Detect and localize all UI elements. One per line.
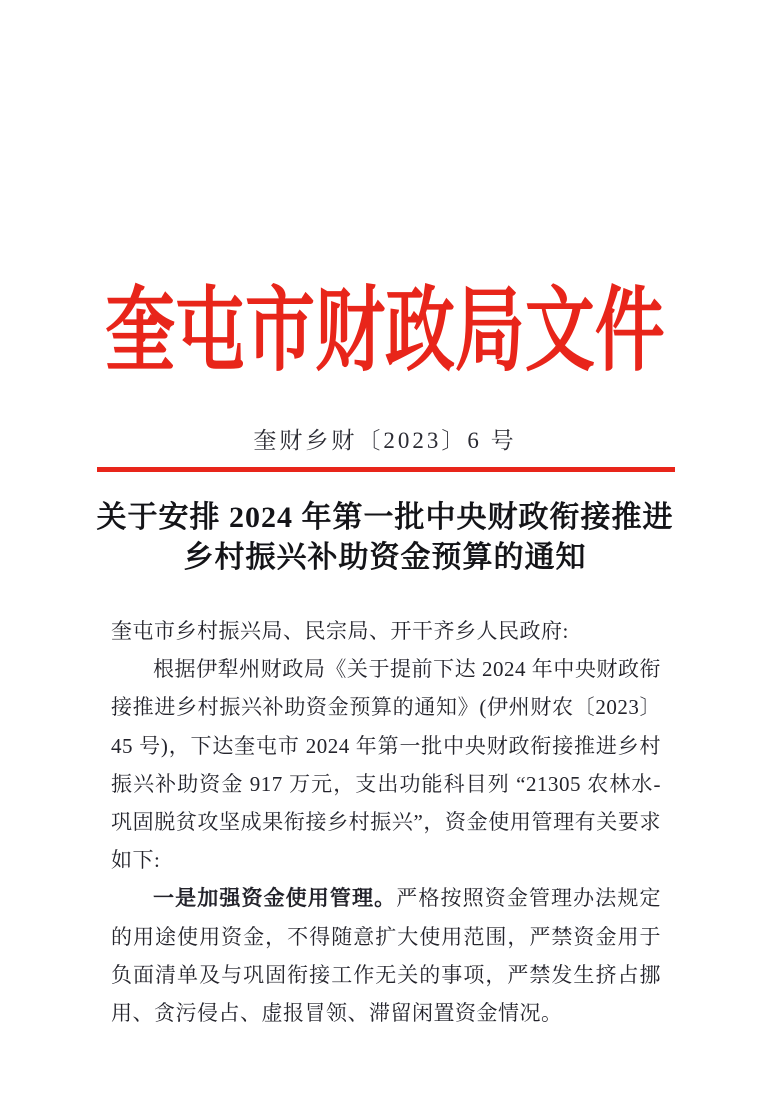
document-subject <box>0 498 770 578</box>
document-body <box>111 612 661 1032</box>
subject-line-1: 关于安排 2024 年第一批中央财政衔接推进 <box>96 501 674 534</box>
body-paragraph-2 <box>111 879 661 1032</box>
document-number: 奎财乡财〔2023〕6 号 <box>253 428 517 453</box>
paragraph-2-bold-lead: 一是加强资金使用管理。 <box>153 886 397 911</box>
salutation-line: 奎屯市乡村振兴局、民宗局、开干齐乡人民政府: <box>111 619 569 643</box>
letterhead-title: 奎屯市财政局文件 <box>105 280 665 382</box>
red-divider-line <box>97 467 675 472</box>
body-paragraph-1: 根据伊犁州财政局《关于提前下达 2024 年中央财政衔接推进乡村振兴补助资金预算的通知》(伊州财农〔2023〕45 号)，下达奎屯市 2024 年第一批中央财政衔接推进乡村振兴补助资金 917 万元，支出功能科目列 “21305 农林水-巩固脱贫攻坚成果衔接乡村振兴”，资金使用管理有关要求如下: <box>111 657 661 873</box>
paragraph-2-rest: 严格按照资金管理办法规定的用途使用资金，不得随意扩大使用范围，严禁资金用于负面清单及与巩固衔接工作无关的事项，严禁发生挤占挪用、贪污侵占、虚报冒领、滞留闲置资金情况。 <box>111 886 661 1026</box>
subject-line-2: 乡村振兴补助资金预算的通知 <box>183 541 587 574</box>
